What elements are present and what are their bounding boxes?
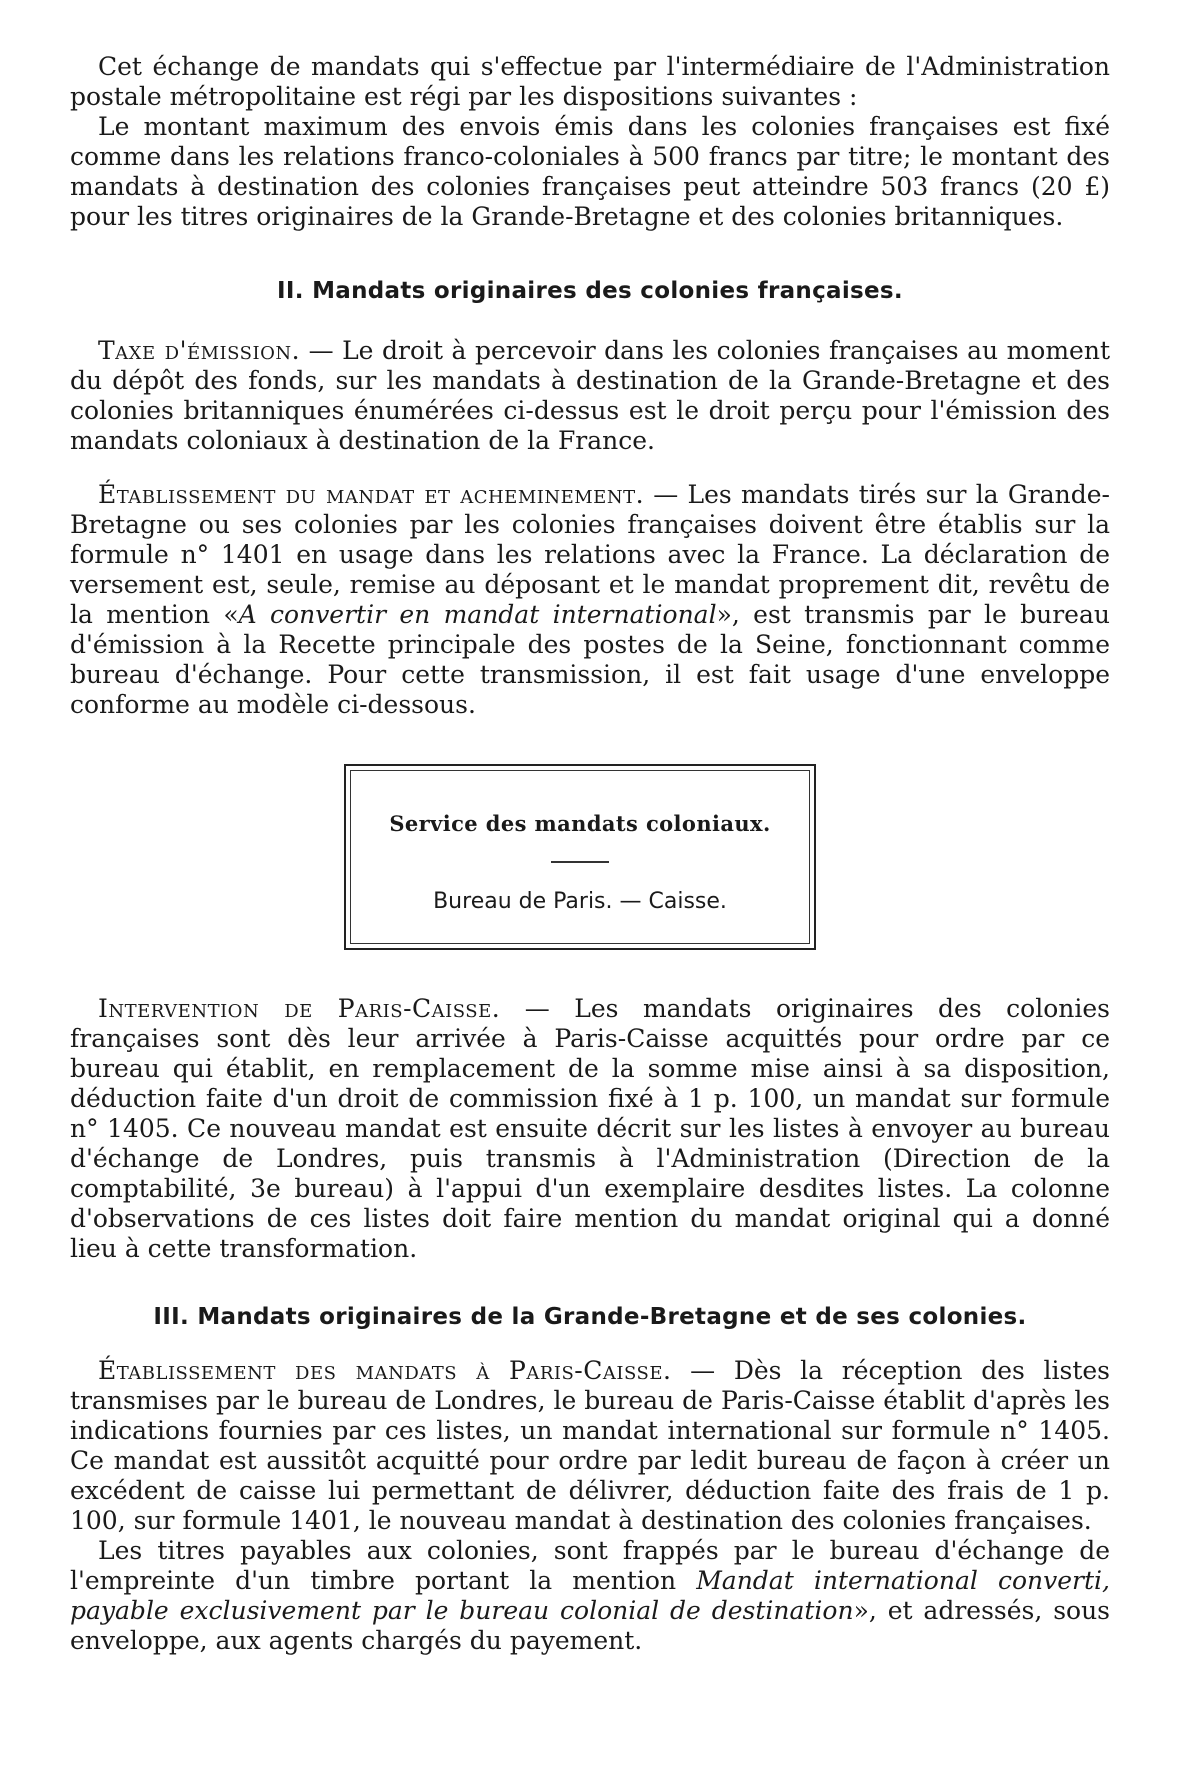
etablissement-paragraph — [70, 480, 1110, 720]
envelope-inner-frame — [350, 770, 810, 944]
intro-paragraph-1: Cet échange de mandats qui s'effectue par l'intermédiaire de l'Administration postale métropolitaine est régi par les dispositions suivantes : — [70, 52, 1110, 111]
envelope-title: Service des mandats coloniaux. — [389, 811, 771, 836]
intro-paragraph-2: Le montant maximum des envois émis dans les colonies françaises est fixé comme dans les relations franco-coloniales à 500 francs par titre; le montant des mandats à destination des colonies françaises peut atteindre 503 francs (20 £) pour les titres originaires de la Grande-Bretagne et des colonies britanniques. — [70, 112, 1110, 231]
etablissement-italic-mention: A convertir en mandat international — [238, 600, 717, 629]
taxe-paragraph — [70, 336, 1110, 456]
etablissement-text-2: », est transmis par le bureau d'émission à la Recette principale des postes de la Seine, fonctionnant comme bureau d'échange. Pour cette transmission, il est fait usage d'une enveloppe conforme au modèle ci-dessous. — [70, 600, 1110, 719]
etablissement-paris-label: Établissement des mandats à Paris-Caisse. — [98, 1356, 672, 1385]
envelope-divider — [551, 861, 609, 863]
titres-italic-mention: Mandat international converti, payable exclusivement par le bureau colonial de destination — [70, 1566, 1110, 1625]
etablissement-paris-paragraph — [70, 1356, 1110, 1536]
envelope-model — [344, 764, 816, 950]
section-2-heading: II. Mandats originaires des colonies françaises. — [277, 278, 903, 304]
envelope-subtitle: Bureau de Paris. — Caisse. — [433, 889, 727, 914]
intervention-text: — Les mandats originaires des colonies françaises sont dès leur arrivée à Paris-Caisse acquittés pour ordre par ce bureau qui établit, en remplacement de la somme mise ainsi à sa disposition, déduction faite d'un droit de commission fixé à 1 p. 100, un mandat sur formule n° 1405. Ce nouveau mandat est ensuite décrit sur les listes à envoyer au bureau d'échange de Londres, puis transmis à l'Administration (Direction de la comptabilité, 3e bureau) à l'appui d'un exemplaire desdites listes. La colonne d'observations de ces listes doit faire mention du mandat original qui a donné lieu à cette transformation. — [70, 994, 1110, 1263]
titres-text-2: », et adressés, sous enveloppe, aux agents chargés du payement. — [70, 1596, 1111, 1655]
section-3-heading: III. Mandats originaires de la Grande-Bretagne et de ses colonies. — [153, 1304, 1027, 1330]
intervention-paragraph — [70, 994, 1110, 1264]
taxe-text: — Le droit à percevoir dans les colonies françaises au moment du dépôt des fonds, sur les mandats à destination de la Grande-Bretagne et des colonies britanniques énumérées ci-dessus est le droit perçu pour l'émission des mandats coloniaux à destination de la France. — [70, 336, 1110, 455]
etablissement-label: Établissement du mandat et acheminement. — [98, 480, 645, 509]
titres-text-1: Les titres payables aux colonies, sont frappés par le bureau d'échange de l'empreinte d'un timbre portant la mention — [70, 1536, 1110, 1595]
intervention-label: Intervention de Paris-Caisse. — [98, 994, 501, 1023]
titres-paragraph — [70, 1536, 1110, 1656]
document-page — [70, 52, 1110, 1656]
etablissement-paris-text: — Dès la réception des listes transmises par le bureau de Londres, le bureau de Paris-Caisse établit d'après les indications fournies par ces listes, un mandat international sur formule n° 1405. Ce mandat est aussitôt acquitté pour ordre par ledit bureau de façon à créer un excédent de caisse lui permettant de délivrer, déduction faite des frais de 1 p. 100, sur formule 1401, le nouveau mandat à destination des colonies françaises. — [70, 1356, 1110, 1535]
envelope-model-wrapper — [70, 764, 1110, 950]
taxe-label: Taxe d'émission. — [98, 336, 301, 365]
etablissement-text-1: — Les mandats tirés sur la Grande-Bretagne ou ses colonies par les colonies françaises doivent être établis sur la formule n° 1401 en usage dans les relations avec la France. La déclaration de versement est, seule, remise au déposant et le mandat proprement dit, revêtu de la mention « — [70, 480, 1111, 629]
